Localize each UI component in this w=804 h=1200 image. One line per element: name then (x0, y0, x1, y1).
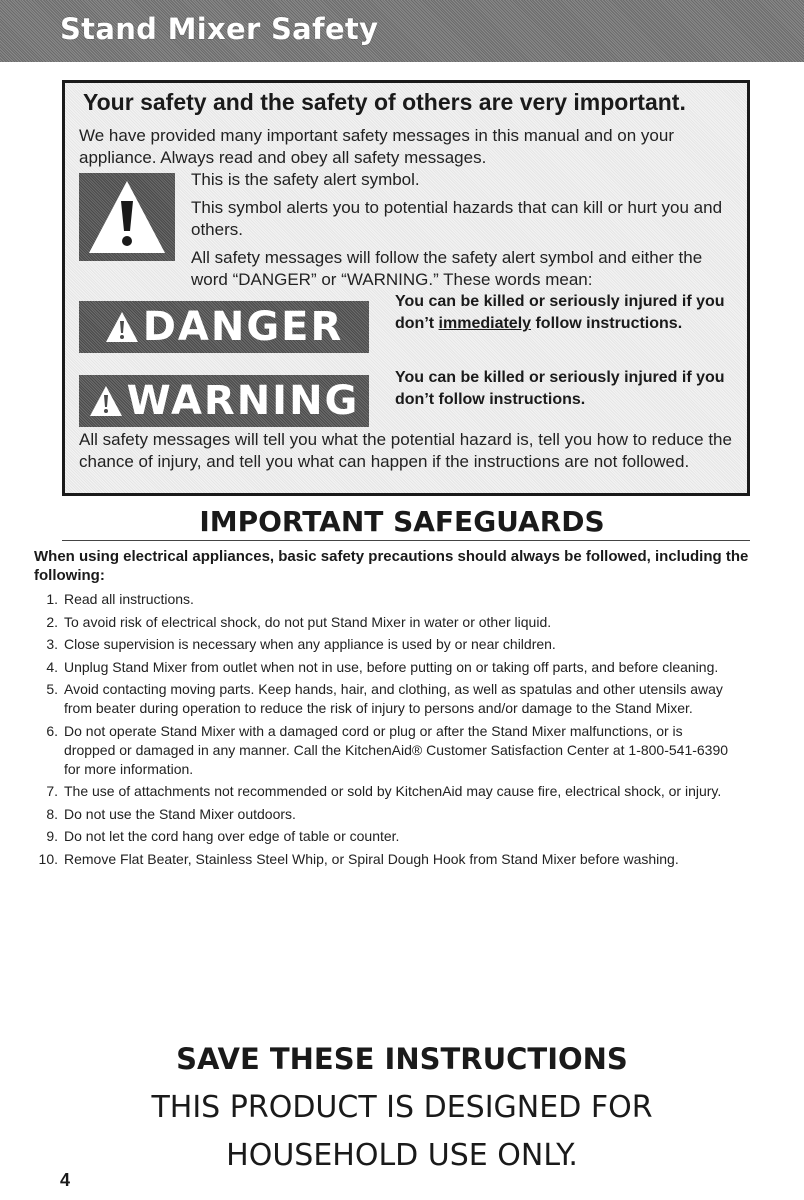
save-instructions-heading: SAVE THESE INSTRUCTIONS (176, 1042, 628, 1076)
safety-closing: All safety messages will tell you what the potential hazard is, tell you how to reduce the chance of injury, and tell you what can happen if the instructions are not followed. (79, 430, 732, 471)
page-number: 4 (60, 1170, 71, 1190)
header-bar (0, 0, 804, 62)
safety-intro: We have provided many important safety messages in this manual and on your appliance. Always read and obey all safety messages. (79, 126, 674, 167)
alert-line: This is the safety alert symbol. (191, 170, 420, 189)
safety-box-title: Your safety and the safety of others are very important. (83, 89, 686, 115)
danger-description: You can be killed or seriously injured if you don’t immediately follow instructions. (395, 293, 725, 332)
list-item: 1. Read all instructions. (46, 591, 194, 607)
household-use-notice: THIS PRODUCT IS DESIGNED FOR HOUSEHOLD USE ONLY. (151, 1090, 653, 1173)
list-item: 10. Remove Flat Beater, Stainless Steel Whip, or Spiral Dough Hook from Stand Mixer before washing. (38, 850, 679, 867)
list-item: 2. To avoid risk of electrical shock, do not put Stand Mixer in water or other liquid. (46, 613, 552, 630)
warning-alert-icon (89, 385, 123, 417)
danger-label: DANGER (142, 304, 344, 350)
warning-description: You can be killed or seriously injured if you don’t follow instructions. (395, 369, 725, 408)
divider (62, 540, 750, 541)
alert-line: All safety messages will follow the safety alert symbol and either the word “DANGER” or “WARNING.” These words mean: (191, 248, 703, 289)
warning-label: WARNING (126, 378, 360, 424)
list-item: 4. Unplug Stand Mixer from outlet when not in use, before putting on or taking off parts, and before cleaning. (46, 658, 719, 675)
safeguards-title: IMPORTANT SAFEGUARDS (199, 505, 605, 538)
alert-line: This symbol alerts you to potential hazards that can kill or hurt you and others. (191, 198, 723, 239)
safeguards-list (34, 590, 734, 872)
safeguards-intro: When using electrical appliances, basic safety precautions should always be followed, including the following: (34, 548, 749, 584)
safety-alert-symbol (79, 173, 175, 261)
danger-banner (79, 301, 369, 353)
alert-symbol-explanation (191, 169, 731, 297)
section-title: Stand Mixer Safety (60, 12, 379, 46)
danger-alert-icon (105, 311, 139, 343)
warning-banner (79, 375, 369, 427)
list-item: 9. Do not let the cord hang over edge of table or counter. (46, 828, 400, 844)
warning-triangle-icon (87, 179, 167, 255)
list-item: 7. The use of attachments not recommended or sold by KitchenAid may cause fire, electrical shock, or injury. (46, 783, 722, 799)
list-item: 8. Do not use the Stand Mixer outdoors. (46, 805, 296, 822)
list-item: 6. Do not operate Stand Mixer with a damaged cord or plug or after the Stand Mixer malfunctions, or is dropped or damaged in any manner. Call the KitchenAid® Customer Satisfaction Center at 1-800-541-6390 for more information. (46, 722, 729, 777)
list-item: 3. Close supervision is necessary when any appliance is used by or near children. (46, 636, 556, 652)
safety-notice-box (62, 80, 750, 496)
list-item: 5. Avoid contacting moving parts. Keep hands, hair, and clothing, as well as spatulas and other utensils away from beater during operation to reduce the risk of injury to persons and/or damage to the Stand Mixer. (46, 681, 723, 716)
